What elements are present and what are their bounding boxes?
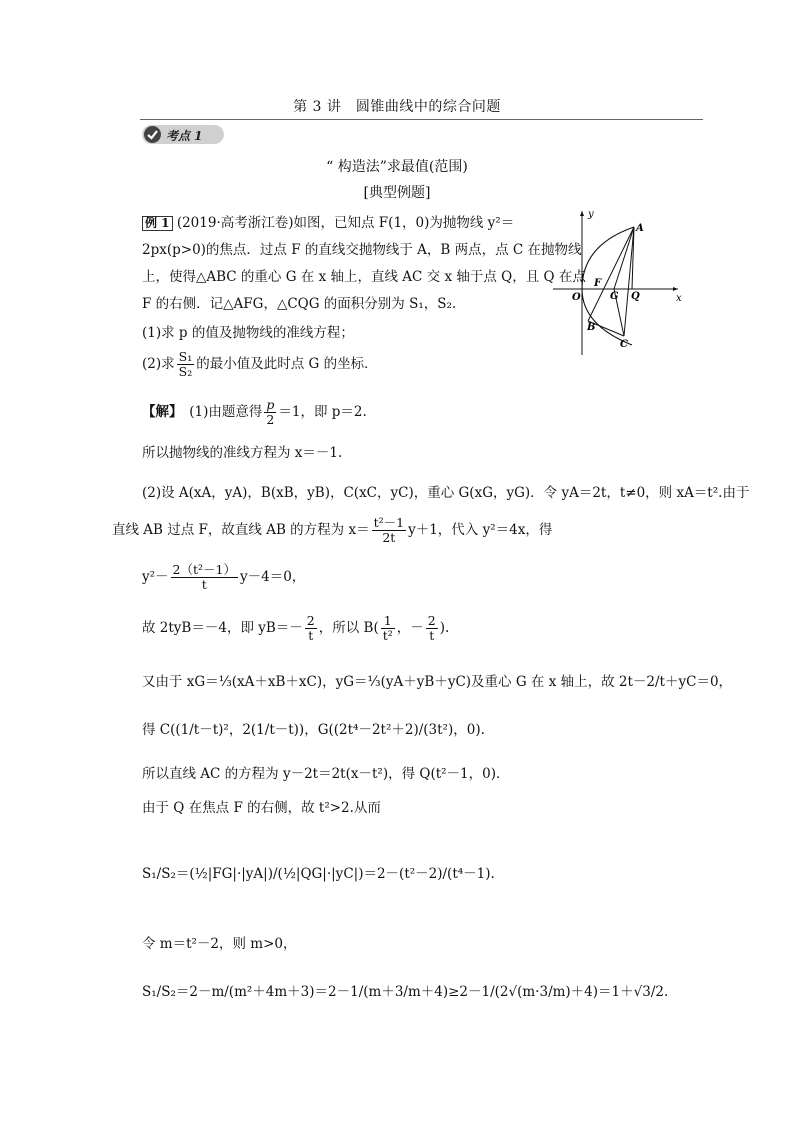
solution-6: 故 2tyB＝－4，即 yB＝－ $\frac{2}{t}$ ，所以 B( $\frac{1}{\text{t²}}$ ，－ $\frac{2}{t}$ ).: [142, 613, 450, 643]
solution-10: 由于 Q 在焦点 F 的右侧，故 t²>2.从而: [142, 800, 381, 816]
solution-11: S₁/S₂＝(½|FG|·|yA|)/(½|QG|·|yC|)＝2－(t²－2)/(t⁴－1).: [142, 866, 495, 882]
problem-line-4: F 的右侧．记△AFG，△CQG 的面积分别为 S₁，S₂.: [142, 296, 457, 312]
check-icon: [144, 126, 161, 143]
label-A: A: [636, 223, 644, 234]
question-1: (1)求 p 的值及抛物线的准线方程；: [142, 325, 354, 341]
solution-4: 直线 AB 过点 F，故直线 AB 的方程为 x＝ $\frac{\text{t²－1}}{2t}$ y＋1，代入 y²＝4x，得: [112, 515, 553, 545]
problem-line-3: 上，使得△ABC 的重心 G 在 x 轴上，直线 AC 交 x 轴于点 Q，且 Q 在点: [142, 269, 586, 285]
title-divider: [140, 119, 703, 120]
problem-line-1: 例 1 (2019·高考浙江卷)如图，已知点 F(1，0)为抛物线 y²＝: [142, 211, 514, 231]
question-2: (2)求 $\frac{\text{S₁}}{\text{S₂}}$ 的最小值及此时点 G 的坐标．: [142, 349, 378, 379]
problem-line-2: 2px(p>0)的焦点．过点 F 的直线交抛物线于 A，B 两点，点 C 在抛物线: [142, 242, 582, 258]
label-O: O: [572, 292, 581, 303]
solution-3: (2)设 A(xA，yA)，B(xB，yB)，C(xC，yC)，重心 G(xG，yG)．令 yA＝2t，t≠0，则 xA＝t².由于: [142, 485, 750, 501]
parabola-figure: [548, 205, 688, 360]
solution-8: 得 C((1/t－t)²，2(1/t－t))，G((2t⁴－2t²＋2)/(3t²)，0).: [142, 722, 485, 738]
label-Q: Q: [631, 291, 640, 302]
section-heading: “ 构造法”求最值(范围): [326, 159, 468, 175]
section-subheading: [典型例题]: [363, 185, 431, 201]
badge-label: 考点 1: [166, 129, 203, 143]
label-G: G: [610, 291, 619, 302]
solution-9: 所以直线 AC 的方程为 y－2t＝2t(x－t²)，得 Q(t²－1，0)．: [142, 766, 510, 782]
label-C: C: [620, 339, 628, 350]
label-F: F: [594, 278, 602, 289]
solution-1: 【解】 (1)由题意得 $\frac{p}{2}$ ＝1，即 p＝2.: [142, 397, 367, 427]
solution-13: S₁/S₂＝2－m/(m²＋4m＋3)＝2－1/(m＋3/m＋4)≥2－1/(2√(m·3/m)＋4)＝1＋√3/2.: [142, 984, 669, 1000]
label-x: x: [676, 293, 682, 304]
page-title: 第 3 讲 圆锥曲线中的综合问题: [293, 99, 501, 115]
solution-7: 又由于 xG＝⅓(xA＋xB＋xC)，yG＝⅓(yA＋yB＋yC)及重心 G 在 x 轴上，故 2t－2/t＋yC＝0，: [142, 674, 733, 690]
label-B: B: [587, 322, 596, 333]
solution-2: 所以抛物线的准线方程为 x＝－1.: [142, 445, 343, 461]
solution-5: y²－ $\frac{\text{2（t²－1）}}{t}$ y－4＝0，: [142, 562, 306, 592]
example-label: 例 1: [142, 216, 173, 231]
solution-12: 令 m＝t²－2，则 m>0，: [142, 936, 297, 952]
label-y: y: [588, 209, 594, 220]
problem-source: (2019·高考浙江卷): [176, 215, 294, 231]
topic-badge: [142, 125, 224, 144]
